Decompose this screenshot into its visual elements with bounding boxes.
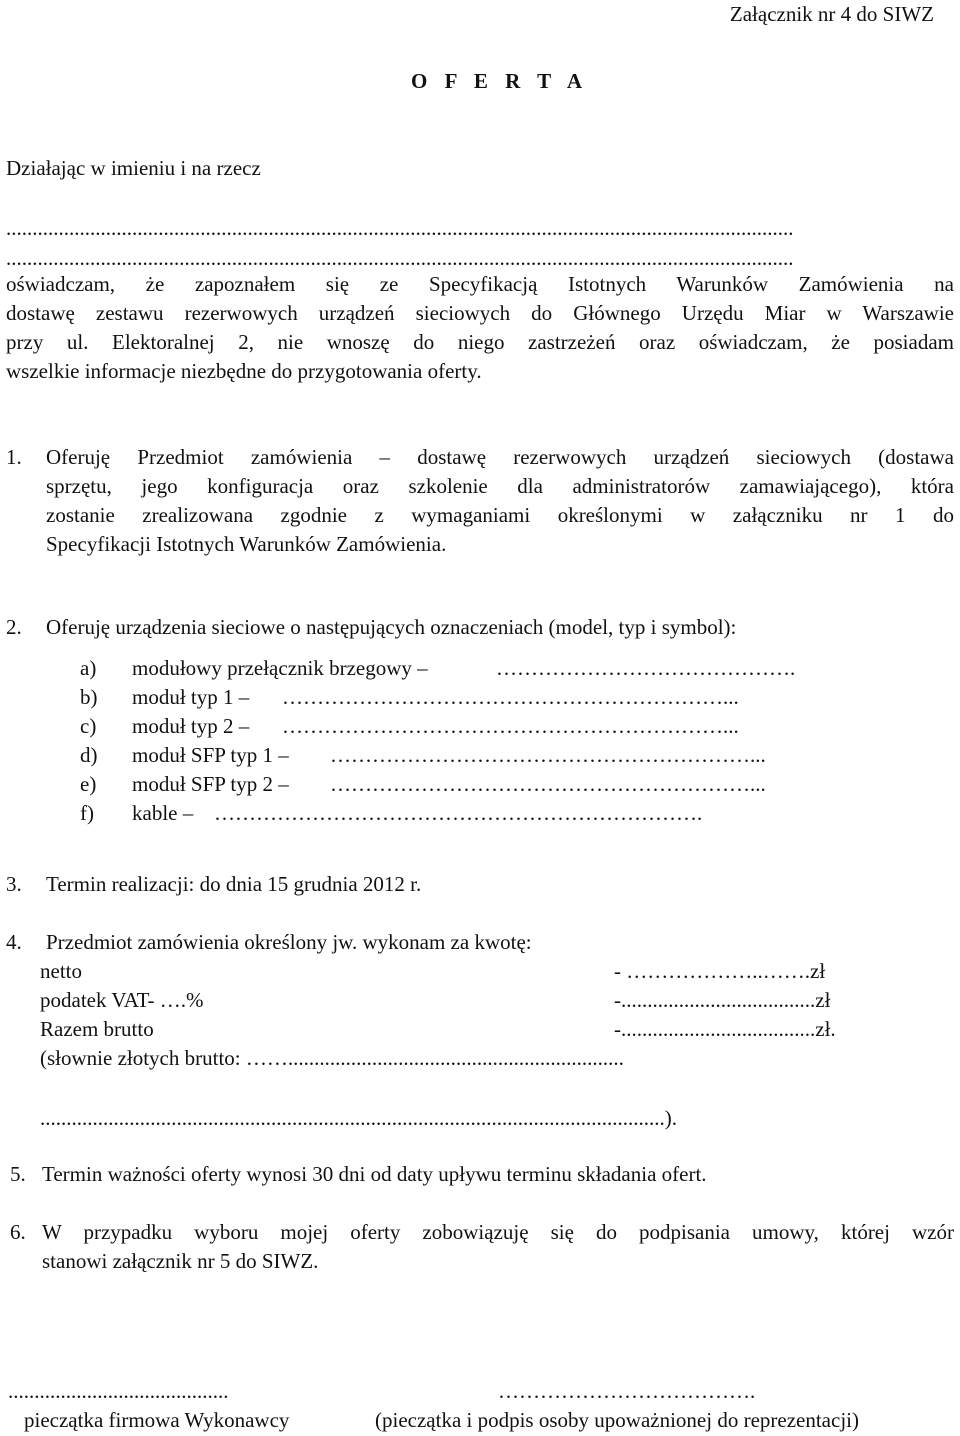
item-fill-d: ……………………………………………………... — [330, 743, 766, 767]
item-letter-d: d) — [80, 743, 98, 767]
item-letter-c: c) — [80, 714, 97, 738]
signature-right-dots: ………………………………. — [498, 1379, 756, 1403]
item-label-e: moduł SFP typ 2 – — [132, 772, 289, 796]
section-3-number: 3. — [6, 872, 22, 896]
acting-label: Działając w imieniu i na rzecz — [6, 156, 261, 180]
amount-label-gross: Razem brutto — [40, 1017, 154, 1041]
signature-left-dots: .......................................... — [8, 1379, 229, 1403]
section-4-text: Przedmiot zamówienia określony jw. wykonam za kwotę: — [46, 930, 532, 954]
section-4-number: 4. — [6, 930, 22, 954]
amount-label-net: netto — [40, 959, 82, 983]
item-label-a: modułowy przełącznik brzegowy – — [132, 656, 428, 680]
section-1-number: 1. — [6, 445, 22, 469]
section-5-text: Termin ważności oferty wynosi 30 dni od daty upływu terminu składania ofert. — [42, 1162, 707, 1186]
item-letter-e: e) — [80, 772, 97, 796]
item-letter-a: a) — [80, 656, 97, 680]
section-2-text: Oferuję urządzenia sieciowe o następujących oznaczeniach (model, typ i symbol): — [46, 615, 737, 639]
statement-line-3: przy ul. Elektoralnej 2, nie wnoszę do niego zastrzeżeń oraz oświadczam, że posiadam — [6, 330, 954, 354]
amount-in-words-close: .......................................................................................................................). — [40, 1106, 677, 1130]
item-label-b: moduł typ 1 – — [132, 685, 250, 709]
amount-value-gross: -.....................................zł. — [614, 1017, 836, 1041]
section-2-number: 2. — [6, 615, 22, 639]
amount-value-net: - ………………..…….zł — [614, 959, 826, 983]
blank-line-2: ...................................................................................................................................................... — [6, 246, 794, 270]
amount-label-vat: podatek VAT- ….% — [40, 988, 204, 1012]
document-title: O F E R T A — [411, 69, 589, 93]
blank-line-1: ...................................................................................................................................................... — [6, 216, 794, 240]
item-label-d: moduł SFP typ 1 – — [132, 743, 289, 767]
statement-line-1: oświadczam, że zapoznałem się ze Specyfikacją Istotnych Warunków Zamówienia na — [6, 272, 954, 296]
signature-right-label: (pieczątka i podpis osoby upoważnionej do reprezentacji) — [375, 1408, 859, 1432]
section-1-line-2: sprzętu, jego konfiguracja oraz szkolenie dla administratorów zamawiającego), która — [46, 474, 954, 498]
item-fill-c: ………………………………………………………... — [282, 714, 739, 738]
section-6-number: 6. — [10, 1220, 26, 1244]
section-1-line-4: Specyfikacji Istotnych Warunków Zamówienia. — [46, 532, 447, 556]
statement-line-4: wszelkie informacje niezbędne do przygotowania oferty. — [6, 359, 482, 383]
item-fill-b: ………………………………………………………... — [282, 685, 739, 709]
item-label-c: moduł typ 2 – — [132, 714, 250, 738]
section-6-line-2: stanowi załącznik nr 5 do SIWZ. — [42, 1249, 319, 1273]
item-letter-f: f) — [80, 801, 94, 825]
section-6-line-1: W przypadku wyboru mojej oferty zobowiązuję się do podpisania umowy, której wzór — [42, 1220, 954, 1244]
item-label-f: kable – — [132, 801, 194, 825]
amount-value-vat: -.....................................zł — [614, 988, 831, 1012]
signature-left-label: pieczątka firmowa Wykonawcy — [24, 1408, 290, 1432]
amount-in-words-label: (słownie złotych brutto: ……................................................................ — [40, 1046, 624, 1070]
item-letter-b: b) — [80, 685, 98, 709]
item-fill-a: ……………………………………. — [496, 656, 796, 680]
statement-line-2: dostawę zestawu rezerwowych urządzeń sieciowych do Głównego Urzędu Miar w Warszawie — [6, 301, 954, 325]
section-1-line-3: zostanie zrealizowana zgodnie z wymaganiami określonymi w załączniku nr 1 do — [46, 503, 954, 527]
section-5-number: 5. — [10, 1162, 26, 1186]
annex-label: Załącznik nr 4 do SIWZ — [729, 2, 934, 26]
item-fill-e: ……………………………………………………... — [330, 772, 766, 796]
section-1-line-1: Oferuję Przedmiot zamówienia – dostawę rezerwowych urządzeń sieciowych (dostawa — [46, 445, 954, 469]
section-3-text: Termin realizacji: do dnia 15 grudnia 2012 r. — [46, 872, 422, 896]
item-fill-f: ……………………………………………………………. — [214, 801, 703, 825]
